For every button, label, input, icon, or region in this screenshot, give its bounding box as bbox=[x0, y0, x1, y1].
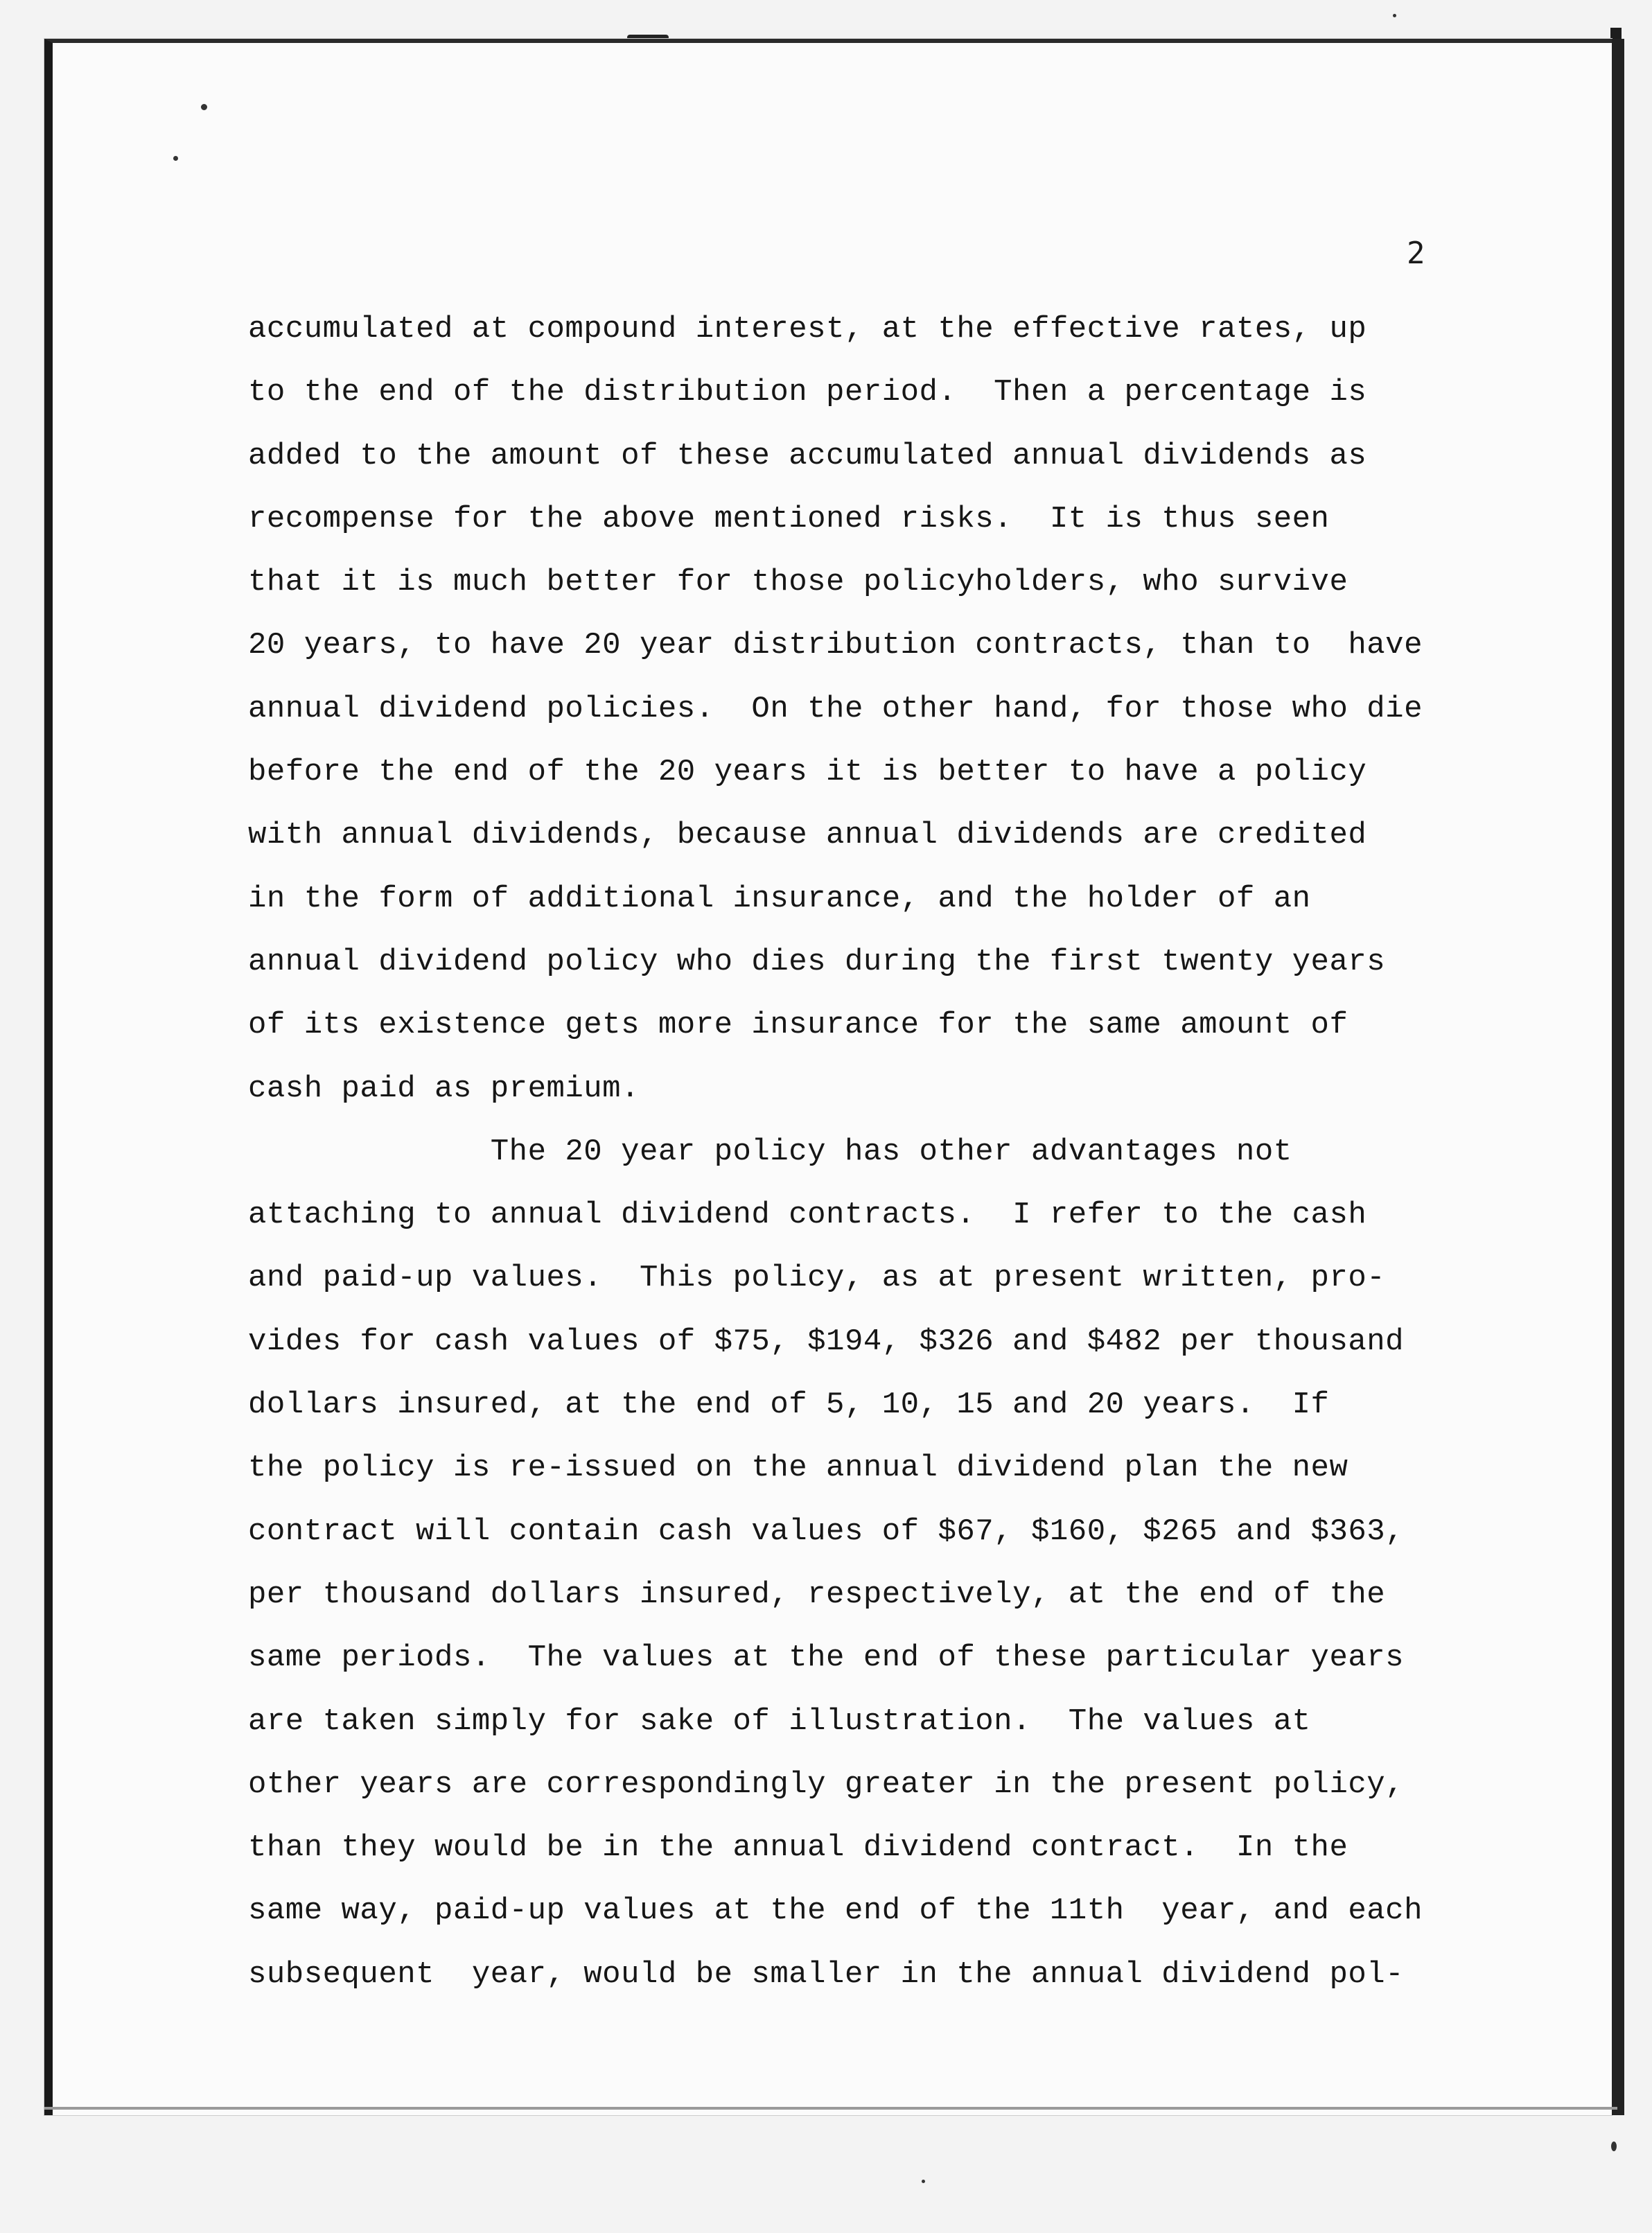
text-line: vides for cash values of $75, $194, $326 and $482 per thousand bbox=[248, 1324, 1405, 1359]
text-line: are taken simply for sake of illustration. The values at bbox=[248, 1704, 1311, 1739]
text-line: than they would be in the annual dividend contract. In the bbox=[248, 1830, 1348, 1866]
text-line: attaching to annual dividend contracts. I refer to the cash bbox=[248, 1198, 1367, 1233]
dust-speck bbox=[1393, 14, 1396, 17]
text-line: the policy is re-issued on the annual dividend plan the new bbox=[248, 1451, 1348, 1486]
text-line: recompense for the above mentioned risks. It is thus seen bbox=[248, 501, 1330, 536]
dust-speck bbox=[201, 104, 207, 110]
text-line: same periods. The values at the end of these particular years bbox=[248, 1640, 1405, 1676]
sheet-bottom-edge bbox=[44, 2107, 1617, 2110]
text-line: annual dividend policies. On the other hand, for those who die bbox=[248, 691, 1423, 726]
text-line: accumulated at compound interest, at the effective rates, up bbox=[248, 312, 1367, 347]
text-line: per thousand dollars insured, respectively, at the end of the bbox=[248, 1577, 1386, 1612]
text-line: dollars insured, at the end of 5, 10, 15 and 20 years. If bbox=[248, 1387, 1330, 1423]
text-line: other years are correspondingly greater in the present policy, bbox=[248, 1767, 1405, 1802]
text-line: added to the amount of these accumulated annual dividends as bbox=[248, 438, 1367, 473]
text-line: subsequent year, would be smaller in the annual dividend pol- bbox=[248, 1956, 1405, 1992]
dust-speck bbox=[173, 156, 178, 161]
text-line: before the end of the 20 years it is better to have a policy bbox=[248, 755, 1367, 790]
text-line: of its existence gets more insurance for the same amount of bbox=[248, 1008, 1348, 1043]
text-line: contract will contain cash values of $67, $160, $265 and $363, bbox=[248, 1514, 1405, 1549]
text-line: 20 years, to have 20 year distribution contracts, than to have bbox=[248, 628, 1423, 663]
page-number: 2 bbox=[1407, 236, 1425, 271]
paragraph-start-line: The 20 year policy has other advantages not bbox=[248, 1134, 1292, 1169]
dust-speck bbox=[922, 2180, 925, 2183]
text-line: cash paid as premium. bbox=[248, 1071, 640, 1106]
text-line: to the end of the distribution period. Then a percentage is bbox=[248, 375, 1367, 410]
text-line: that it is much better for those policyholders, who survive bbox=[248, 565, 1348, 600]
sheet-right-edge bbox=[1610, 28, 1622, 2107]
text-line: in the form of additional insurance, and the holder of an bbox=[248, 881, 1311, 916]
text-line: annual dividend policy who dies during the first twenty years bbox=[248, 944, 1386, 979]
text-line: with annual dividends, because annual dividends are credited bbox=[248, 818, 1367, 853]
text-line: same way, paid-up values at the end of the 11th year, and each bbox=[248, 1893, 1423, 1929]
dust-speck bbox=[1611, 2142, 1617, 2151]
body-text bbox=[248, 298, 1537, 2006]
text-line: and paid-up values. This policy, as at present written, pro- bbox=[248, 1261, 1386, 1296]
